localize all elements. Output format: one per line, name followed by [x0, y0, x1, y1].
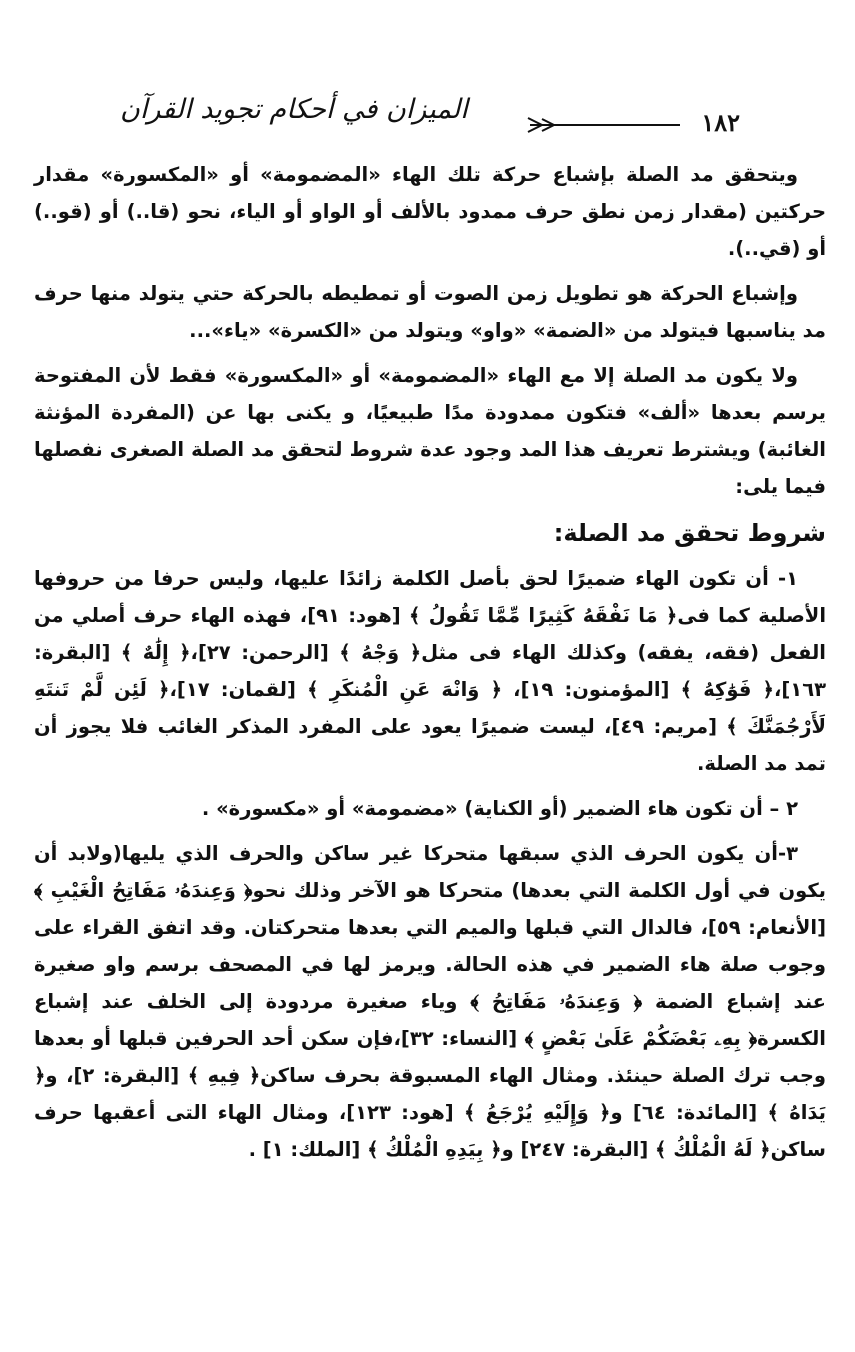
condition-item: ١- أن تكون الهاء ضميرًا لحق بأصل الكلمة زائدًا عليها، وليس حرفا من حروفها الأصلية كما فى﴿ مَا نَفْقَهُ كَثِيرًا مِّمَّا تَقُولُ ﴾ [هود: ٩١]، فهذه الهاء حرف أصلي من الفعل (فقه، يفقه) وكذلك الهاء فى مثل﴿ وَجْهُ ﴾ [الرحمن: ٢٧]،﴿ إِلَٰهٌ ﴾ [البقرة: ١٦٣]،﴿ فَوَٰكِهُ ﴾ [المؤمنون: ١٩]، ﴿ وَانْهَ عَنِ الْمُنكَرِ ﴾ [لقمان: ١٧]،﴿ لَئِن لَّمْ تَنتَهِ لَأَرْجُمَنَّكَ ﴾ [مريم: ٤٩]، ليست ضميرًا يعود على المفرد المذكر الغائب فلا يجوز أن تمد مد الصلة.	[34, 567, 827, 775]
page-header	[120, 92, 740, 152]
condition-item: ٣-أن يكون الحرف الذي سبقها متحركا غير ساكن والحرف الذي يليها(ولابد أن يكون في أول الكلمة التي بعدها) متحركا هو الآخر وذلك نحو﴿ وَعِندَهُۥ مَفَاتِحُ الْغَيْبِ ﴾ [الأنعام: ٥٩]، فالدال التي قبلها والميم التي بعدها متحركتان. وقد اتفق القراء على وجوب صلة هاء الضمير في هذه الحالة. ويرمز لها في المصحف برسم واو صغيرة عند إشباع الضمة ﴿ وَعِندَهُۥ مَفَاتِحُ ﴾ وياء صغيرة مردودة إلى الخلف عند إشباع الكسرة﴿ بِهِۦ بَعْضَكُمْ عَلَىٰ بَعْضٍ ﴾ [النساء: ٣٢]،فإن سكن أحد الحرفين قبلها أو بعدها وجب ترك الصلة حينئذ. ومثال الهاء المسبوقة بحرف ساكن﴿ فِيهِ ﴾ [البقرة: ٢]، و﴿ يَدَاهُ ﴾ [المائدة: ٦٤] و﴿ وَإِلَيْهِ يُرْجَعُ ﴾ [هود: ١٢٣]، ومثال الهاء التى أعقبها حرف ساكن﴿ لَهُ الْمُلْكُ ﴾ [البقرة: ٢٤٧] و﴿ بِيَدِهِ الْمُلْكُ ﴾ [الملك: ١] .	[34, 842, 826, 1161]
book-title: الميزان في أحكام تجويد القرآن	[120, 94, 468, 125]
paragraph: ويتحقق مد الصلة بإشباع حركة تلك الهاء «المضمومة» أو «المكسورة» مقدار حركتين (مقدار زمن نطق حرف ممدود بالألف أو الواو أو الياء، نحو (قا..) أو (قو..) أو (قي..).	[34, 163, 826, 260]
header-rule-ornament	[530, 124, 680, 126]
paragraph: ولا يكون مد الصلة إلا مع الهاء «المضمومة» أو «المكسورة» فقط لأن المفتوحة يرسم بعدها «ألف» فتكون ممدودة مدًا طبيعيًا، و يكنى بها عن (المفردة المؤنثة الغائبة) ويشترط تعريف هذا المد وجود عدة شروط لتحقق مد الصلة الصغرى نفصلها فيما يلى:	[34, 364, 826, 498]
page-body	[34, 156, 826, 1176]
page-number: ١٨٢	[701, 108, 740, 137]
section-heading: شروط تحقق مد الصلة:	[553, 519, 826, 547]
condition-item: ٢ – أن تكون هاء الضمير (أو الكناية) «مضمومة» أو «مكسورة» .	[201, 797, 798, 820]
paragraph: وإشباع الحركة هو تطويل زمن الصوت أو تمطيطه بالحركة حتي يتولد منها حرف مد يناسبها فيتولد من «الضمة» «واو» ويتولد من «الكسرة» «ياء»...	[34, 282, 826, 342]
arrow-ornament-icon	[524, 116, 584, 134]
